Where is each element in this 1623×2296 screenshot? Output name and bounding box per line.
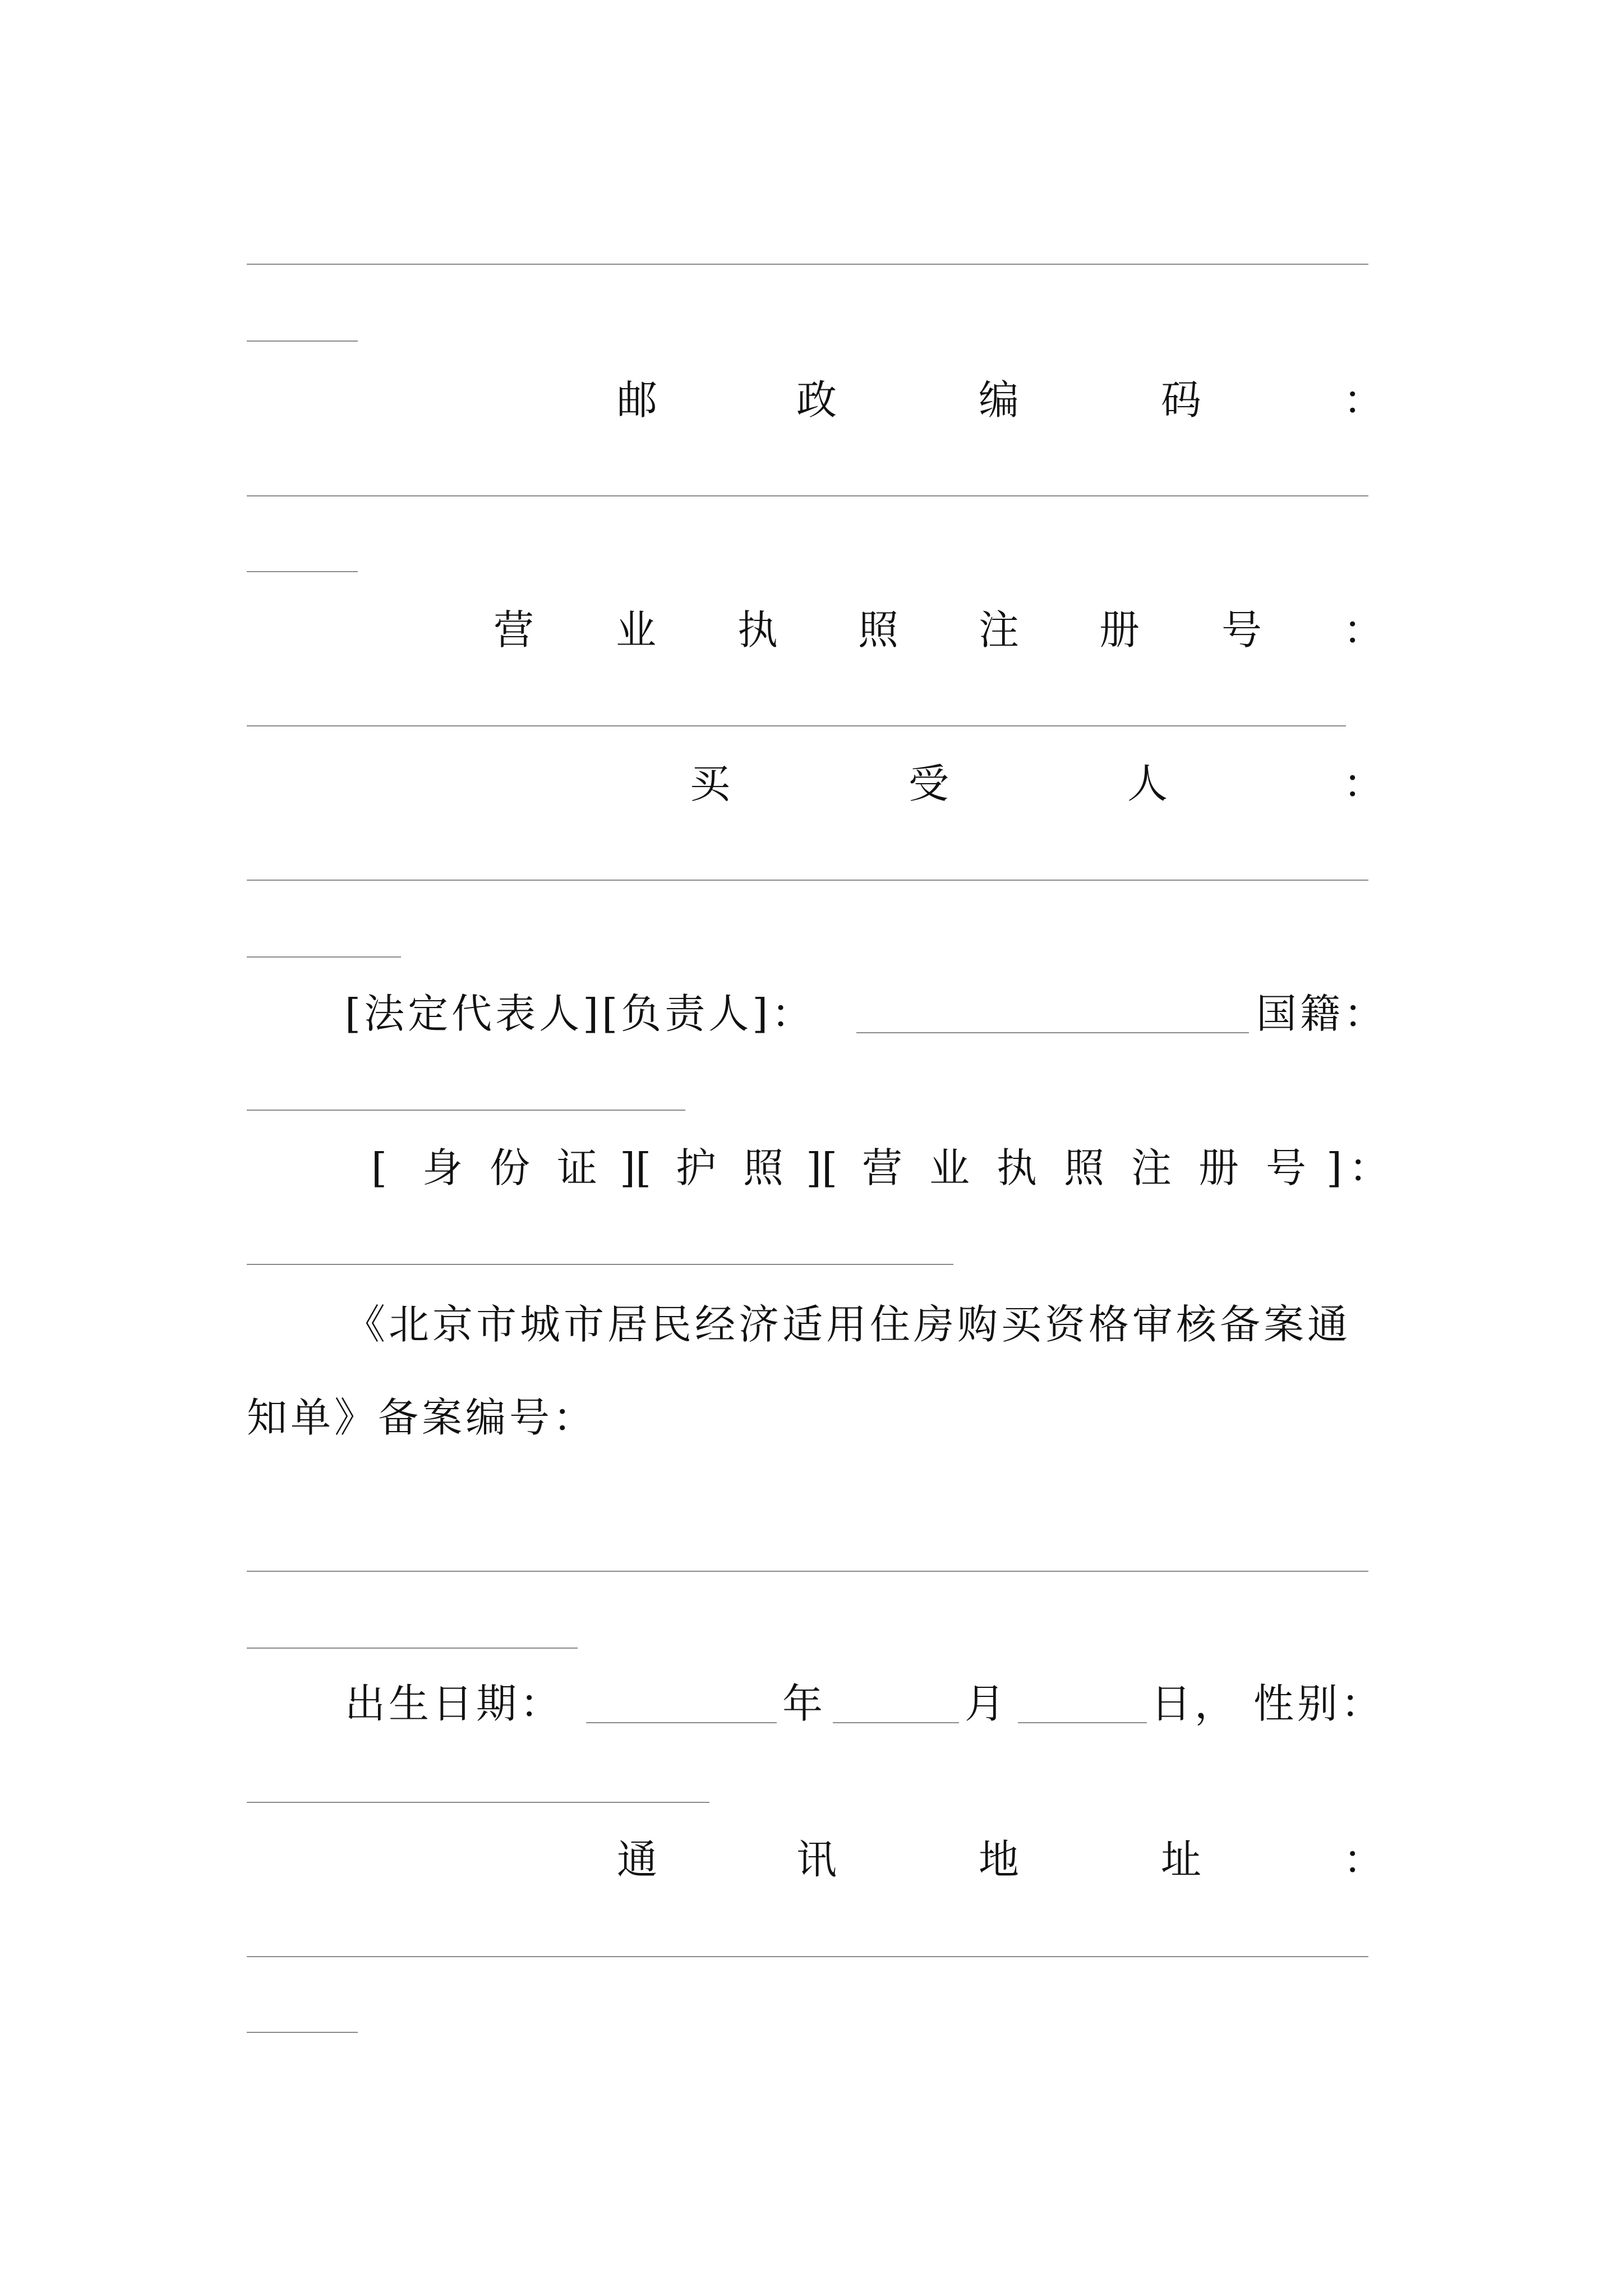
nationality-label: 国籍： [1256,990,1388,1037]
id-doc-char: 证 [557,1144,598,1191]
birth-year-label: 年 [782,1680,827,1727]
id-doc-char: 执 [997,1144,1038,1191]
birth-date-label: 出生日期： [345,1680,564,1727]
postal-code-label-char: 码 [1161,376,1202,424]
id-doc-char: 号 [1266,1144,1307,1191]
id-doc-char: ][ [620,1144,652,1191]
buyer-label-char: 买 [690,760,731,807]
buyer-label-char: 受 [909,760,949,807]
business-license-row [247,605,1384,655]
business-license-label-char: 营 [494,606,534,654]
business-license-label-char: 册 [1099,606,1140,654]
id-document-row [247,1143,1390,1193]
buyer-label-char: 人 [1127,760,1168,807]
notice-number-blank[interactable] [247,1571,1368,1572]
postal-code-label-char: 邮 [617,376,658,424]
buyer-blank[interactable] [247,880,1368,881]
postal-code-colon: ： [1343,376,1384,424]
business-license-label-char: 号 [1221,606,1262,654]
postal-code-row [247,375,1384,425]
nationality-blank[interactable] [247,1110,685,1111]
id-doc-char: 照 [1064,1144,1105,1191]
id-doc-char: ： [1349,1144,1390,1191]
id-doc-char: 册 [1198,1144,1239,1191]
address-row [247,1834,1384,1885]
gender-blank[interactable] [247,1802,709,1803]
representative-row [247,988,1388,1039]
address-colon: ： [1343,1836,1384,1883]
id-doc-char: 身 [422,1144,463,1191]
buyer-blank[interactable] [247,956,401,958]
id-doc-char: [ [371,1144,388,1191]
address-blank[interactable] [247,2032,358,2033]
business-license-label-char: 执 [737,606,778,654]
id-doc-char: ][ [806,1144,838,1191]
blank-line[interactable] [247,341,358,342]
postal-code-blank[interactable] [247,495,1368,496]
postal-code-label-char: 编 [979,376,1020,424]
representative-label: [法定代表人][负责人]： [345,990,815,1037]
business-license-label-char: 注 [979,606,1020,654]
address-label-char: 通 [617,1836,658,1883]
business-license-colon: ： [1343,606,1384,654]
id-doc-char: 护 [676,1144,717,1191]
birth-date-row [247,1678,1385,1729]
notice-text: 《北京市城市居民经济适用住房购买资格审核备案通知单》备案编号： [247,1301,1352,1441]
notice-number-blank[interactable] [247,1648,578,1649]
business-license-label-char: 业 [616,606,657,654]
buyer-colon: ： [1343,760,1384,807]
birth-month-blank[interactable] [833,1722,959,1723]
id-number-blank[interactable] [247,1264,953,1265]
address-label-char: 地 [979,1836,1020,1883]
gender-label: 性别： [1253,1680,1385,1727]
postal-code-blank[interactable] [247,571,358,572]
representative-name-blank[interactable] [856,1032,1249,1033]
birth-year-blank[interactable] [586,1722,777,1723]
id-doc-char: 照 [743,1144,784,1191]
business-license-label-char: 照 [858,606,899,654]
notice-paragraph [247,1278,1391,1464]
buyer-row [247,758,1384,809]
birth-day-blank[interactable] [1018,1722,1147,1723]
id-doc-char: 营 [862,1144,903,1191]
address-label-char: 址 [1161,1836,1202,1883]
id-doc-char: ] [1326,1144,1343,1191]
birth-day-label: 日， [1151,1680,1239,1727]
id-doc-char: 业 [929,1144,970,1191]
blank-line[interactable] [247,264,1368,265]
address-label-char: 讯 [796,1836,837,1883]
postal-code-label-char: 政 [796,376,837,424]
id-doc-char: 份 [490,1144,531,1191]
business-license-blank[interactable] [247,725,1346,726]
id-doc-char: 注 [1131,1144,1172,1191]
birth-month-label: 月 [965,1680,1009,1727]
address-blank[interactable] [247,1956,1368,1957]
